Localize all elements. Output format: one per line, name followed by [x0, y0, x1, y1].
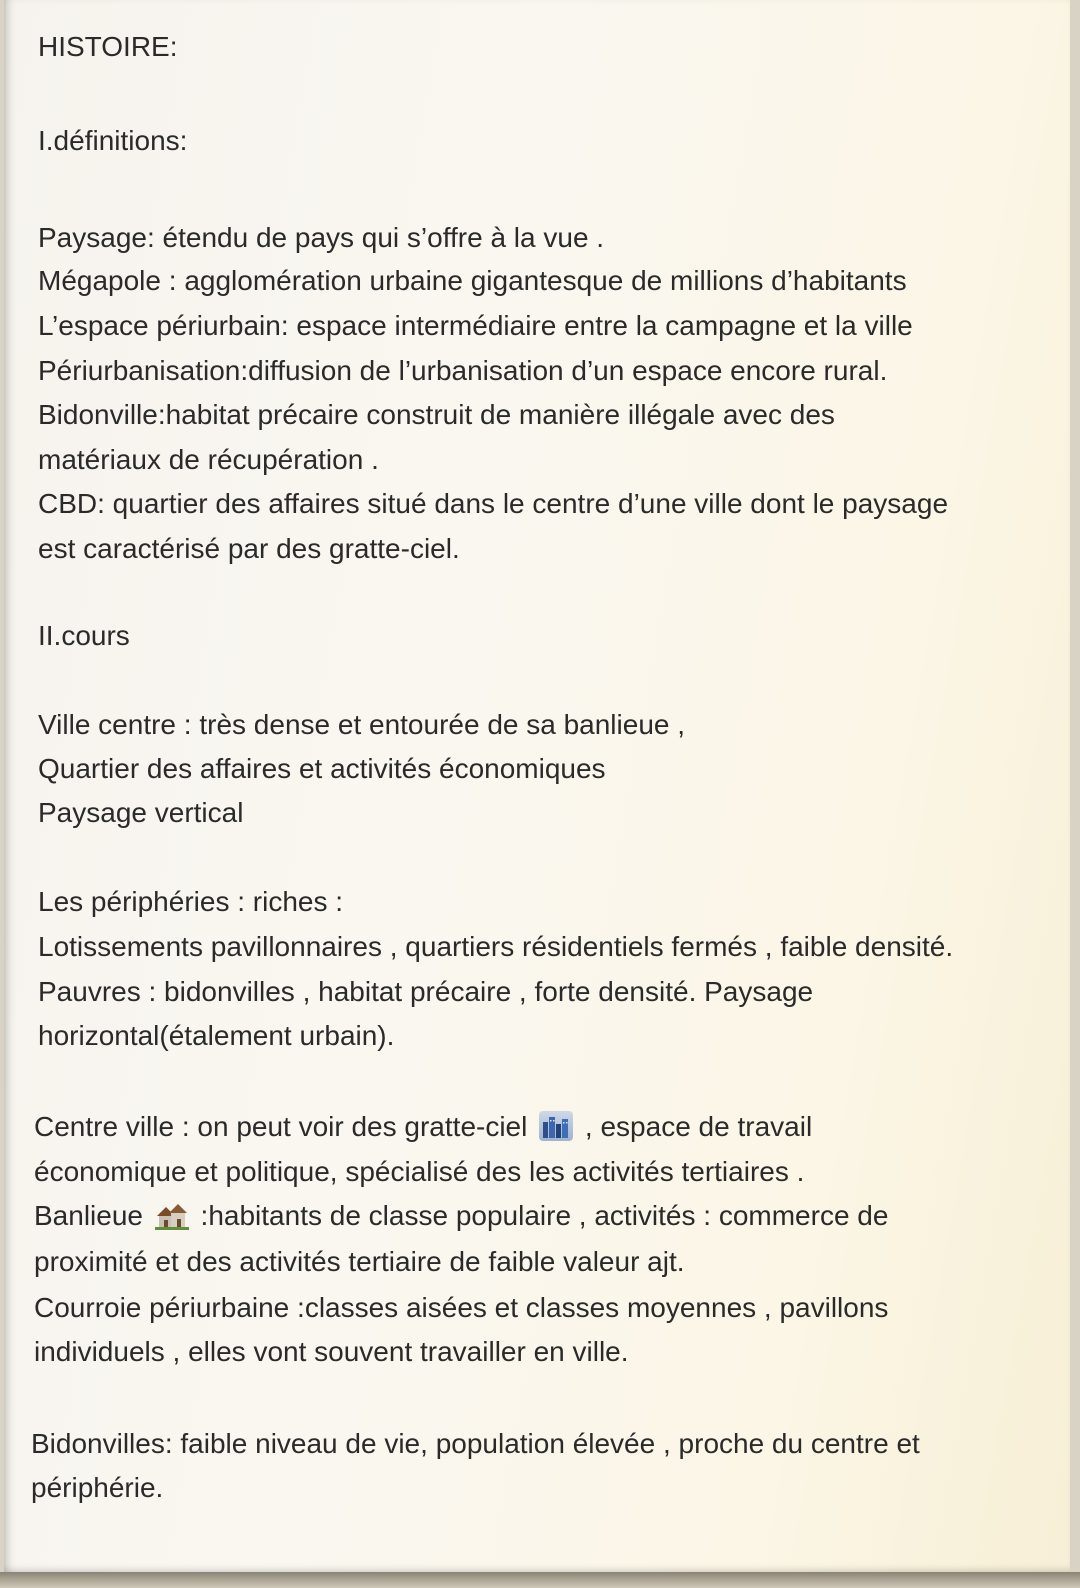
definition-line: Mégapole : agglomération urbaine gigantesque de millions d’habitants	[38, 265, 907, 296]
definition-line: Périurbanisation:diffusion de l’urbanisation d’un espace encore rural.	[38, 355, 888, 386]
houses-icon	[155, 1200, 189, 1230]
section-heading-cours: II.cours	[38, 620, 130, 651]
cours-line: Bidonvilles: faible niveau de vie, population élevée , proche du centre et	[31, 1428, 920, 1459]
cours-line: Les périphéries : riches :	[38, 886, 344, 917]
section-heading-definitions: I.définitions:	[38, 125, 188, 156]
cours-line: Pauvres : bidonvilles , habitat précaire , forte densité. Paysage	[38, 976, 814, 1007]
cours-line: Ville centre : très dense et entourée de sa banlieue ,	[38, 709, 686, 740]
definition-line: matériaux de récupération .	[38, 444, 379, 475]
banlieue-text-after: :habitants de classe populaire , activités : commerce de	[200, 1200, 889, 1231]
page-bottom-edge	[0, 1572, 1080, 1588]
cours-line: économique et politique, spécialisé des les activités tertiaires .	[34, 1156, 805, 1187]
cours-line: Courroie périurbaine :classes aisées et classes moyennes , pavillons	[34, 1292, 889, 1323]
banlieue-text: Banlieue	[34, 1200, 143, 1231]
cours-line: individuels , elles vont souvent travailler en ville.	[34, 1336, 629, 1367]
cours-line: Lotissements pavillonnaires , quartiers résidentiels fermés , faible densité.	[38, 931, 954, 962]
document-page	[4, 0, 1070, 1572]
definition-line: Bidonville:habitat précaire construit de manière illégale avec des	[38, 399, 835, 430]
cours-line: Quartier des affaires et activités économiques	[38, 753, 606, 784]
cours-line: périphérie.	[31, 1472, 164, 1503]
page-title: HISTOIRE:	[38, 31, 178, 62]
cours-line: horizontal(étalement urbain).	[38, 1020, 395, 1051]
centre-ville-text-after: , espace de travail	[584, 1111, 813, 1142]
cours-line-centre-ville	[34, 1110, 812, 1144]
definition-line: L’espace périurbain: espace intermédiaire entre la campagne et la ville	[38, 310, 913, 341]
cityscape-icon	[539, 1111, 573, 1141]
cours-line: proximité et des activités tertiaire de faible valeur ajt.	[34, 1246, 685, 1277]
definition-line: CBD: quartier des affaires situé dans le centre d’une ville dont le paysage	[38, 488, 949, 519]
definition-line: est caractérisé par des gratte-ciel.	[38, 533, 460, 564]
cours-line: Paysage vertical	[38, 797, 244, 828]
definition-line: Paysage: étendu de pays qui s’offre à la vue .	[38, 222, 605, 253]
centre-ville-text: Centre ville : on peut voir des gratte-ciel	[34, 1111, 528, 1142]
cours-line-banlieue	[34, 1199, 888, 1233]
